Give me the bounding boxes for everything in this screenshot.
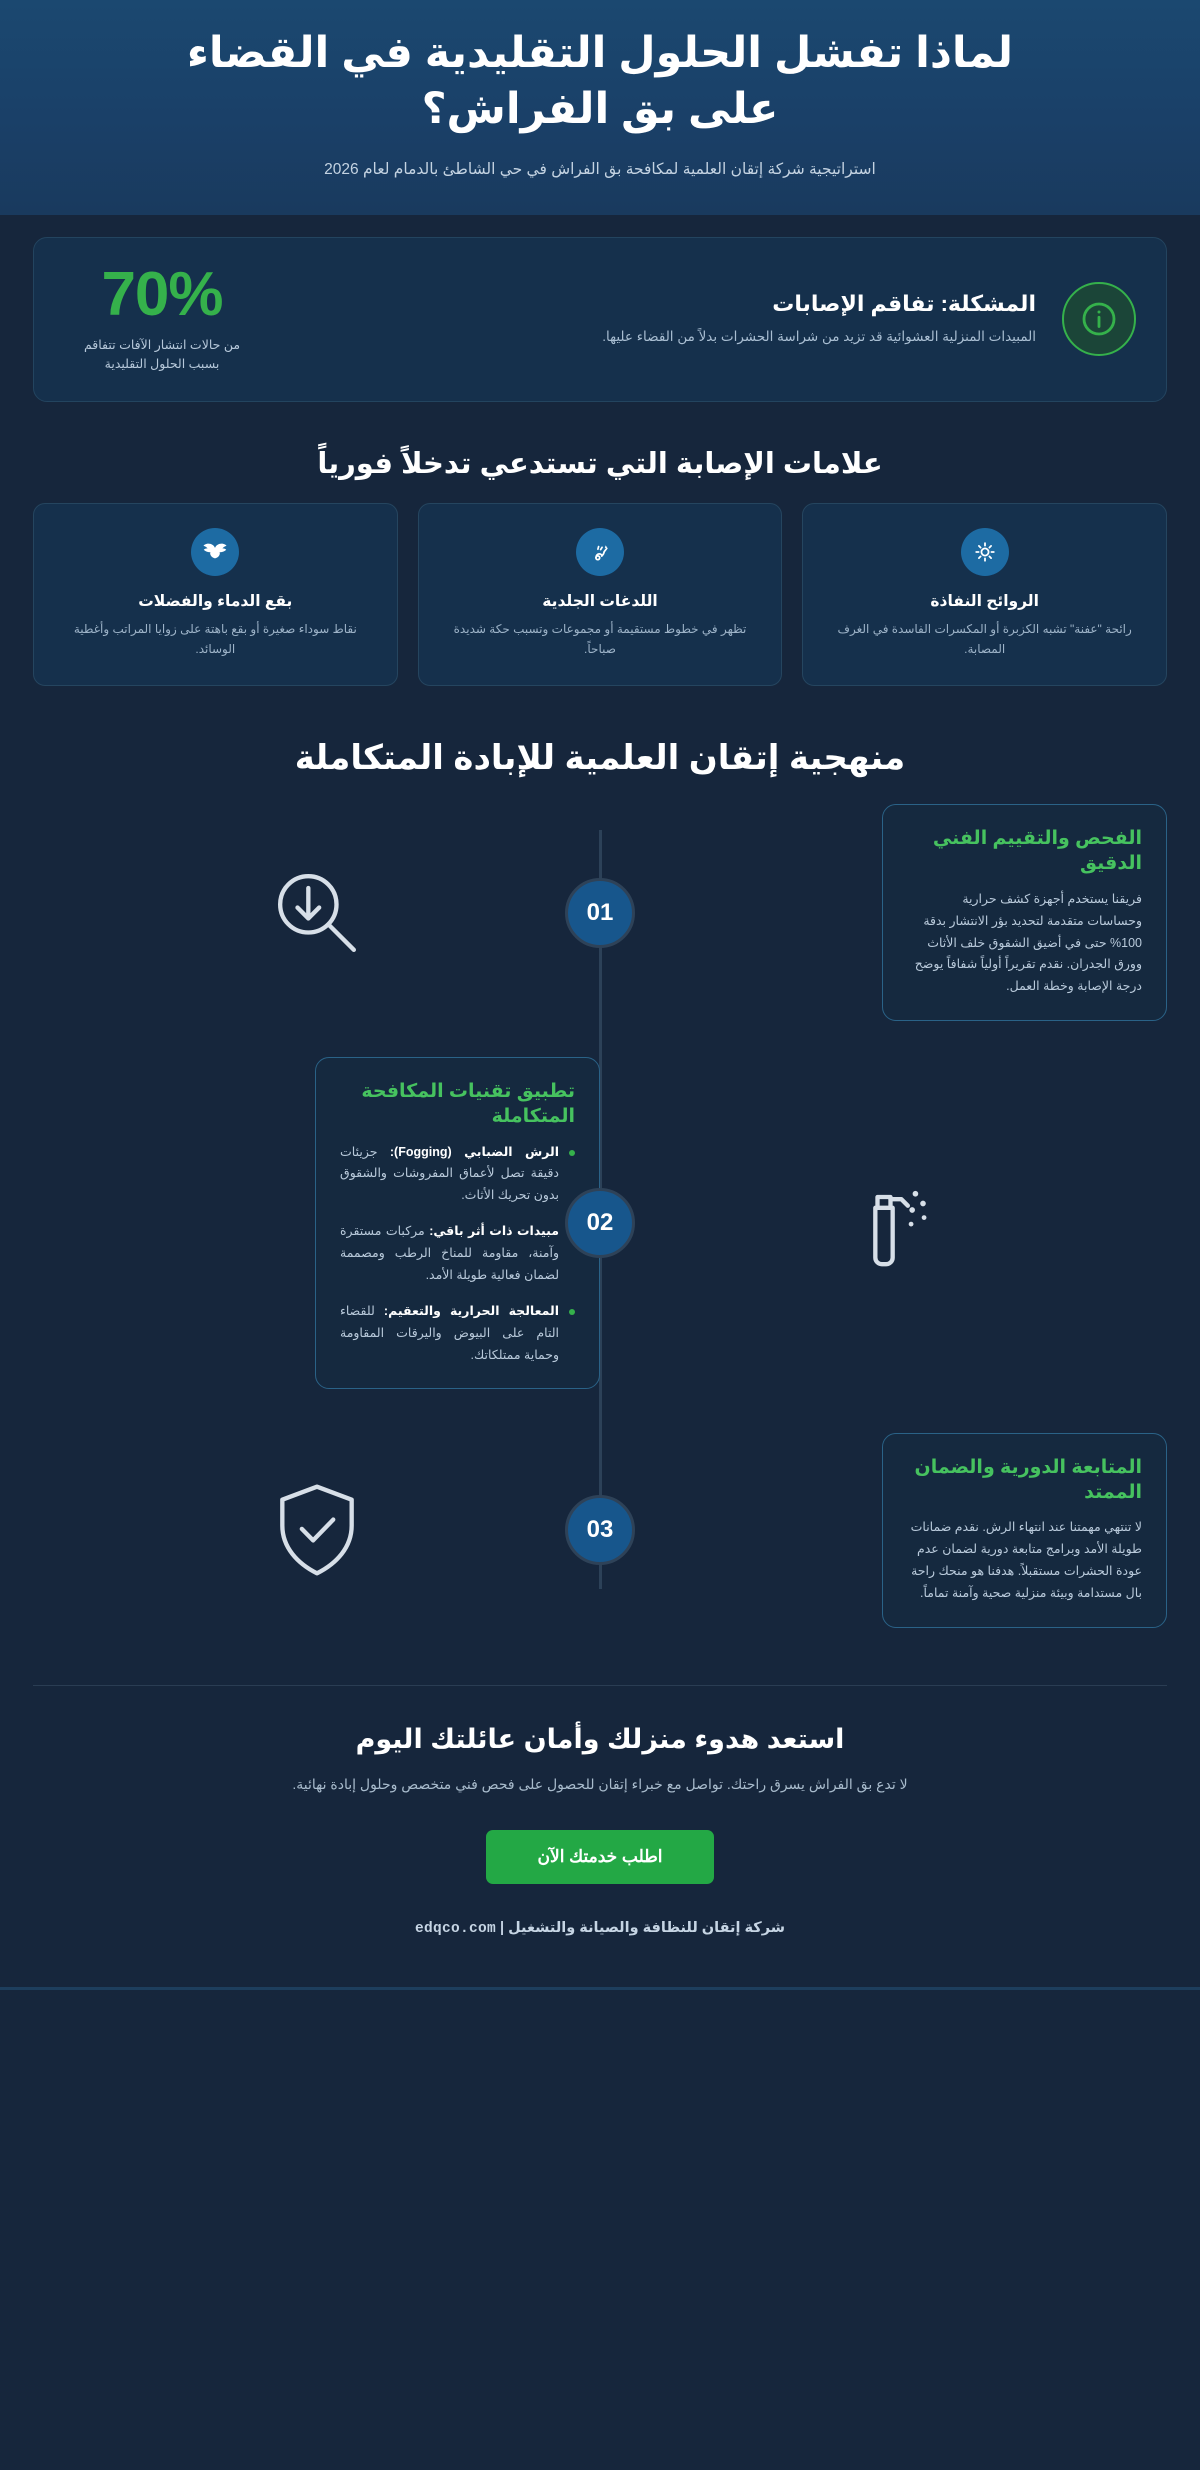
timeline-step — [33, 1057, 1167, 1389]
step-card-side — [33, 1057, 600, 1389]
sign-card — [802, 503, 1167, 687]
timeline — [0, 804, 1200, 1675]
step-illustration-side — [33, 861, 600, 965]
step-card-side — [600, 1433, 1167, 1628]
info-icon — [1062, 282, 1136, 356]
footer-note — [60, 1884, 1140, 1937]
timeline-step — [33, 1425, 1167, 1635]
step-title: تطبيق تقنيات المكافحة المتكاملة — [361, 1081, 575, 1127]
sign-description: تظهر في خطوط مستقيمة أو مجموعات وتسبب حكة شديدة صباحاً. — [453, 621, 747, 656]
shield-check-icon — [33, 1478, 600, 1582]
problem-text-block — [280, 291, 1036, 348]
bug-bite-icon — [191, 528, 239, 576]
step-card-side — [600, 804, 1167, 1021]
list-item — [340, 1301, 575, 1367]
sign-card — [418, 503, 783, 687]
step-title: المتابعة الدورية والضمان الممتد — [914, 1456, 1142, 1503]
step-number-badge: 01 — [565, 878, 635, 948]
bullet-label: مبيدات ذات أثر باقي: — [429, 1224, 559, 1239]
step-illustration-side — [600, 1171, 1167, 1275]
odor-icon — [961, 528, 1009, 576]
step-title: الفحص والتقييم الفني الدقيق — [932, 828, 1142, 875]
problem-section — [0, 215, 1200, 402]
sign-title: الروائح النفاذة — [930, 592, 1039, 610]
bullet-label: المعالجة الحرارية والتعقيم: — [383, 1303, 559, 1318]
footer-url[interactable]: edqco.com — [414, 1920, 496, 1937]
list-item — [340, 1221, 575, 1287]
page-subtitle: استراتيجية شركة إتقان العلمية لمكافحة بق الفراش في حي الشاطئ بالدمام لعام 2026 — [324, 160, 876, 178]
timeline-step — [33, 804, 1167, 1021]
sign-title: بقع الدماء والفضلات — [138, 592, 293, 610]
method-heading: منهجية إتقان العلمية للإبادة المتكاملة — [294, 739, 906, 778]
step-card — [882, 1433, 1167, 1628]
sign-title: اللدغات الجلدية — [542, 592, 658, 610]
stat-value: 70% — [101, 260, 223, 330]
step-number-badge: 03 — [565, 1495, 635, 1565]
page-title: لماذا تفشل الحلول التقليدية في القضاء على بق الفراش؟ — [186, 29, 1014, 133]
step-body: فريقنا يستخدم أجهزة كشف حرارية وحساسات متقدمة لتحديد بؤر الانتشار بدقة 100% حتى في أضيق الشقوق خلف الأثاث وورق الجدران. نقدم تقريراً أولياً شفافاً يوضح درجة الإصابة وخطة العمل. — [914, 891, 1142, 994]
magnifier-down-icon — [33, 861, 600, 965]
method-section — [0, 686, 1200, 1675]
skin-bite-icon — [576, 528, 624, 576]
footer-separator: | — [500, 1919, 505, 1936]
problem-card — [33, 237, 1167, 402]
problem-description: المبيدات المنزلية العشوائية قد تزيد من شراسة الحشرات بدلاً من القضاء عليها. — [602, 329, 1036, 345]
step-card — [882, 804, 1167, 1021]
bottom-rule — [0, 1987, 1200, 1990]
stat-caption: من حالات انتشار الآفات تتفاقم بسبب الحلول التقليدية — [83, 338, 241, 372]
sign-description: رائحة "عفنة" تشبه الكزبرة أو المكسرات الفاسدة في الغرف المصابة. — [837, 621, 1132, 656]
step-body: لا تنتهي مهمتنا عند انتهاء الرش. نقدم ضمانات طويلة الأمد وبرامج متابعة دورية لضمان عدم عودة الحشرات مستقبلاً. هدفنا هو منحك راحة بال مستدامة وبيئة منزلية صحية وآمنة تماماً. — [910, 1520, 1142, 1600]
order-service-button[interactable]: اطلب خدمتك الآن — [486, 1830, 715, 1884]
list-item — [340, 1142, 575, 1208]
signs-grid — [0, 503, 1200, 687]
sprayer-icon — [600, 1171, 1167, 1275]
problem-stat — [64, 260, 254, 375]
step-bullet-list — [340, 1142, 575, 1367]
signs-section — [0, 402, 1200, 687]
bullet-text: للقضاء التام على البيوض واليرقات المقاومة وحماية ممتلكاتك. — [340, 1303, 559, 1362]
signs-heading: علامات الإصابة التي تستدعي تدخلاً فورياً — [317, 447, 883, 480]
sign-card — [33, 503, 398, 687]
sign-description: نقاط سوداء صغيرة أو بقع باهتة على زوايا المراتب وأغطية الوسائد. — [73, 621, 357, 656]
bullet-text: جزيئات دقيقة تصل لأعماق المفروشات والشقوق بدون تحريك الأثاث. — [340, 1144, 559, 1203]
hero-section — [0, 0, 1200, 215]
step-number-badge: 02 — [565, 1188, 635, 1258]
problem-title: المشكلة: تفاقم الإصابات — [772, 291, 1036, 317]
bullet-text: مركبات مستقرة وآمنة، مقاومة للمناخ الرطب ومصممة لضمان فعالية طويلة الأمد. — [340, 1224, 559, 1282]
cta-section — [0, 1686, 1200, 1952]
step-illustration-side — [33, 1478, 600, 1582]
step-card — [315, 1057, 600, 1389]
cta-subtitle: لا تدع بق الفراش يسرق راحتك. تواصل مع خبراء إتقان للحصول على فحص فني متخصص وحلول إبادة نهائية. — [292, 1776, 908, 1793]
footer-company: شركة إتقان للنظافة والصيانة والتشغيل — [508, 1919, 786, 1936]
cta-title: استعد هدوء منزلك وأمان عائلتك اليوم — [355, 1724, 845, 1755]
bullet-label: الرش الضبابي (Fogging): — [389, 1144, 559, 1159]
